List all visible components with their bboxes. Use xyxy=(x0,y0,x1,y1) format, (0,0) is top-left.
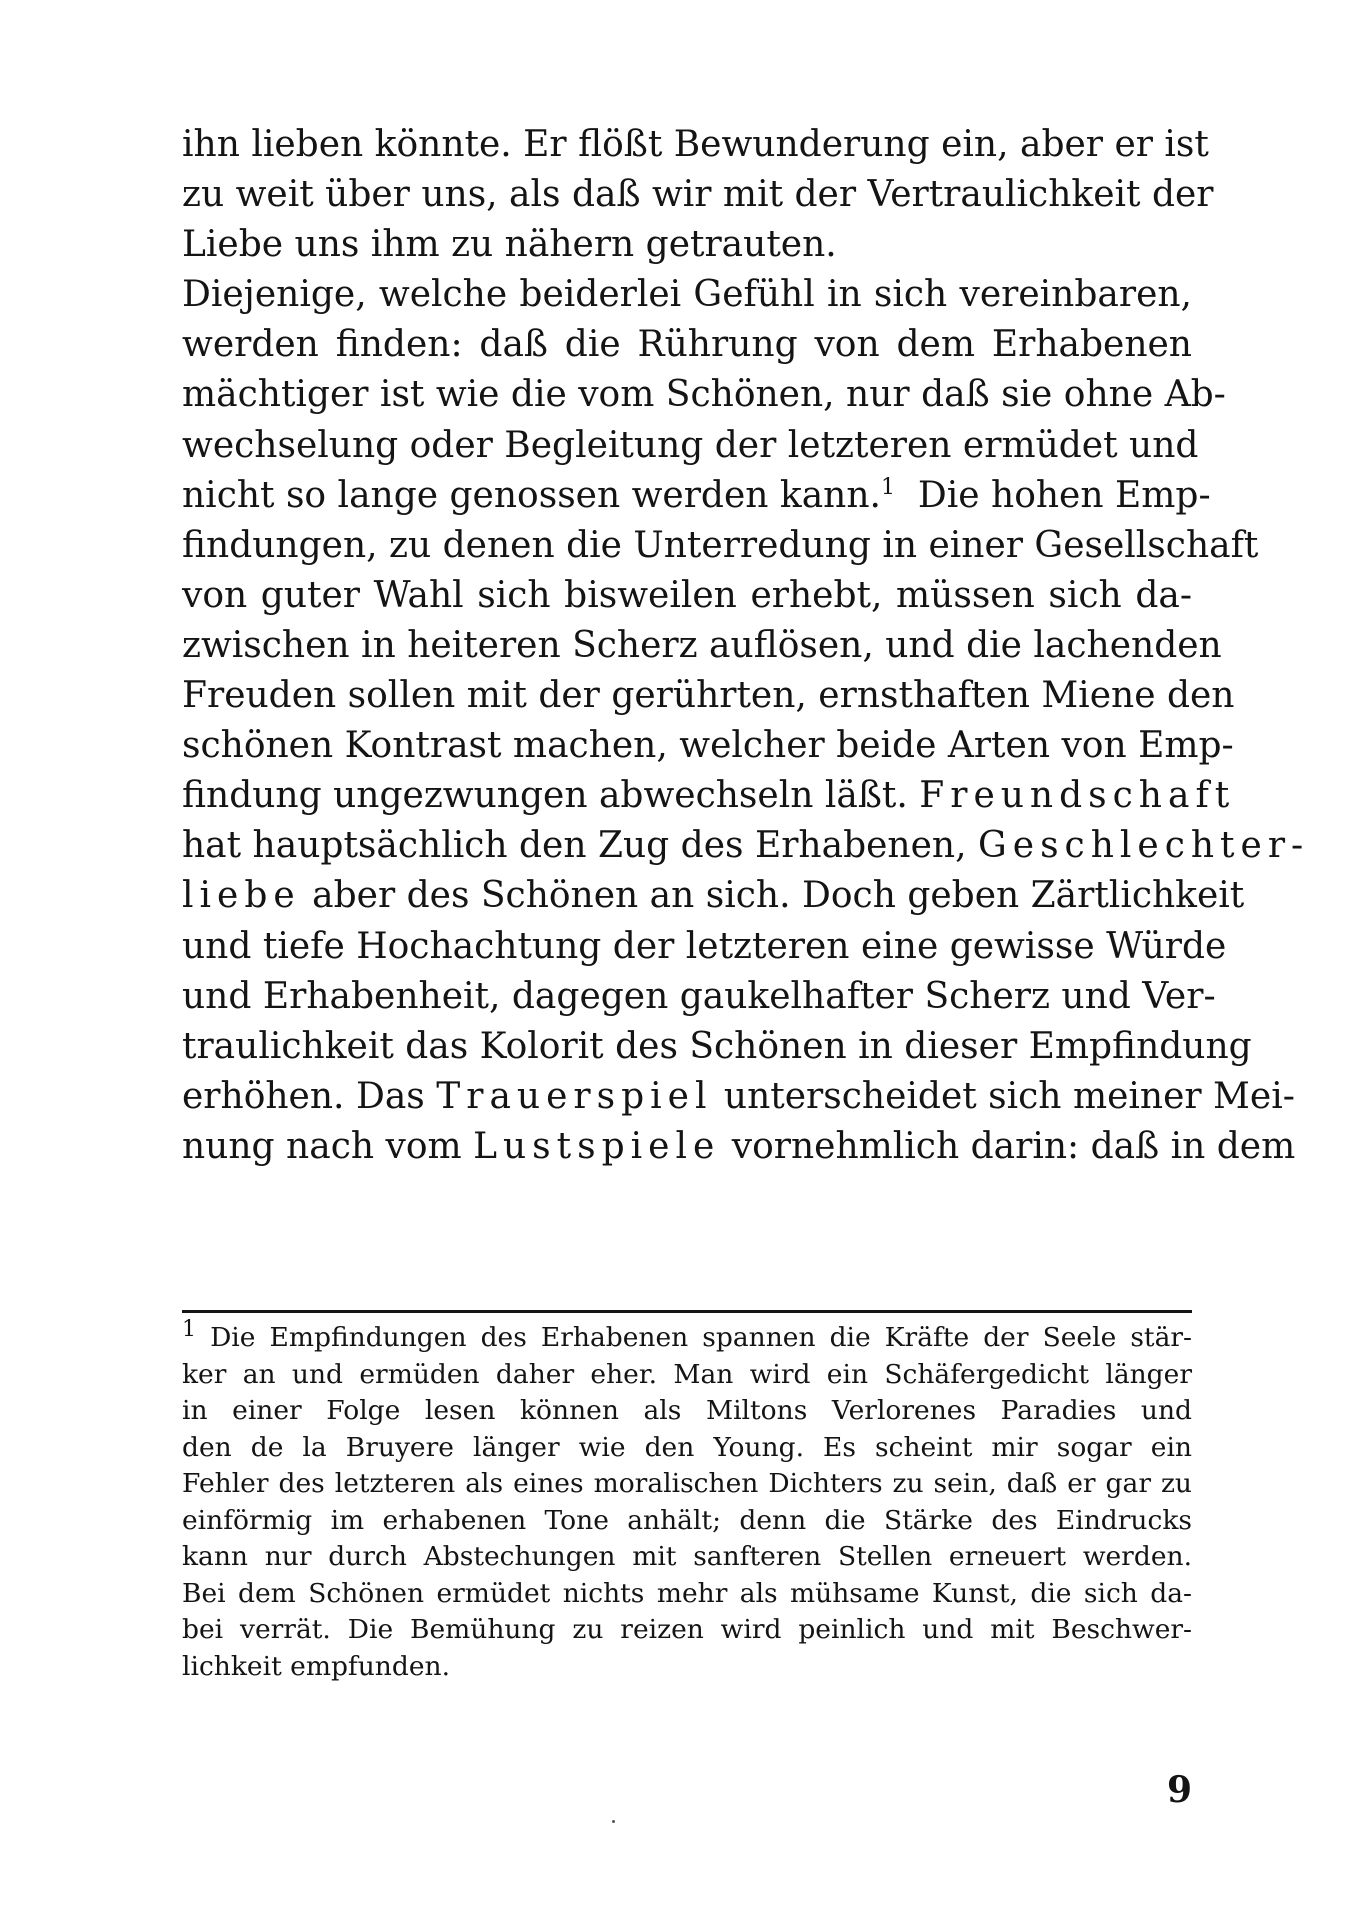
text-line: wechselung oder Begleitung der letzteren ermüdet und xyxy=(182,424,1199,466)
text-segment: Die hohen Emp- xyxy=(917,474,1211,516)
text-line xyxy=(182,821,1310,871)
footnote-line: den de la Bruyere länger wie den Young. Es scheint mir sogar ein xyxy=(182,1431,1192,1463)
page-number: 9 xyxy=(1166,1769,1192,1811)
text-line: und Erhabenheit, dagegen gaukelhafter Scherz und Ver- xyxy=(182,975,1216,1017)
text-line: ihn lieben könnte. Er flößt Bewunderung ein, aber er ist xyxy=(182,124,1209,165)
footnote-line: Fehler des letzteren als eines moralischen Dichters zu sein, daß er gar zu xyxy=(182,1468,1192,1499)
footnote-line: einförmig im erhabenen Tone anhält; denn die Stärke des Eindrucks xyxy=(182,1504,1192,1536)
text-segment: hat hauptsächlich den Zug des Erhabenen, xyxy=(182,825,967,867)
text-line xyxy=(182,1122,1296,1172)
text-line: Liebe uns ihm zu nähern getrauten. xyxy=(182,224,837,266)
text-line xyxy=(182,1072,1295,1122)
text-line: zwischen in heiteren Scherz auflösen, und die lachenden xyxy=(182,624,1222,666)
footnote-divider xyxy=(182,1310,1192,1313)
text-segment: erhöhen. xyxy=(182,1075,345,1117)
footnote-marker: 1 xyxy=(182,1317,196,1343)
text-segment: findung ungezwungen abwechseln läßt. xyxy=(182,775,908,817)
text-line: schönen Kontrast machen, welcher beide Arten von Emp- xyxy=(182,725,1234,767)
text-line: mächtiger ist wie die vom Schönen, nur daß sie ohne Ab- xyxy=(182,374,1226,416)
spaced-emphasis: Geschlechter- xyxy=(978,825,1310,867)
spaced-emphasis: Lustspiele xyxy=(473,1125,721,1167)
text-line: Diejenige, welche beiderlei Gefühl in sich vereinbaren, xyxy=(182,274,1192,316)
paper-speck xyxy=(612,1820,615,1823)
text-segment: Die Empfindungen des Erhabenen spannen die Kräfte der Seele stär- xyxy=(210,1322,1192,1353)
footnote-line: ker an und ermüden daher eher. Man wird ein Schäfergedicht länger xyxy=(182,1358,1192,1390)
text-line: von guter Wahl sich bisweilen erhebt, müssen sich da- xyxy=(182,574,1192,616)
footnote-line xyxy=(182,1317,1192,1357)
main-text xyxy=(182,120,1310,1172)
footnote-line: lichkeit empfunden. xyxy=(182,1650,451,1682)
footnote-line: in einer Folge lesen können als Miltons Verlorenes Paradies und xyxy=(182,1395,1192,1426)
text-line: werden finden: daß die Rührung von dem Erhabenen xyxy=(182,324,1192,366)
footnote-reference: 1 xyxy=(881,474,895,500)
footnote-line: kann nur durch Abstechungen mit sanfteren Stellen erneuert werden. xyxy=(182,1541,1192,1572)
text-line xyxy=(182,871,1245,921)
text-segment: nung nach vom xyxy=(182,1125,462,1167)
text-line: Freuden sollen mit der gerührten, ernsthaften Miene den xyxy=(182,675,1235,717)
spaced-emphasis: Freundschaft xyxy=(919,775,1236,817)
text-segment: Das xyxy=(355,1075,425,1117)
text-line: findungen, zu denen die Unterredung in einer Gesellschaft xyxy=(182,524,1259,566)
footnote-line: bei verrät. Die Bemühung zu reizen wird peinlich und mit Beschwer- xyxy=(182,1614,1192,1645)
text-segment: unterscheidet sich meiner Mei- xyxy=(723,1075,1295,1117)
text-line xyxy=(182,771,1236,821)
text-segment: vornehmlich darin: daß in dem xyxy=(731,1125,1296,1167)
text-line: traulichkeit das Kolorit des Schönen in dieser Empfindung xyxy=(182,1025,1252,1067)
footnote xyxy=(182,1317,1192,1685)
footnote-line: Bei dem Schönen ermüdet nichts mehr als mühsame Kunst, die sich da- xyxy=(182,1577,1192,1609)
text-segment: nicht so lange genossen werden kann. xyxy=(182,474,881,516)
text-line: und tiefe Hochachtung der letzteren eine gewisse Würde xyxy=(182,925,1227,967)
text-line: zu weit über uns, als daß wir mit der Vertraulichkeit der xyxy=(182,174,1214,216)
text-line xyxy=(182,471,1211,521)
spaced-emphasis: liebe xyxy=(182,875,301,917)
spaced-emphasis: Trauerspiel xyxy=(436,1075,713,1117)
text-segment: aber des Schönen an sich. Doch geben Zärtlichkeit xyxy=(312,875,1245,917)
